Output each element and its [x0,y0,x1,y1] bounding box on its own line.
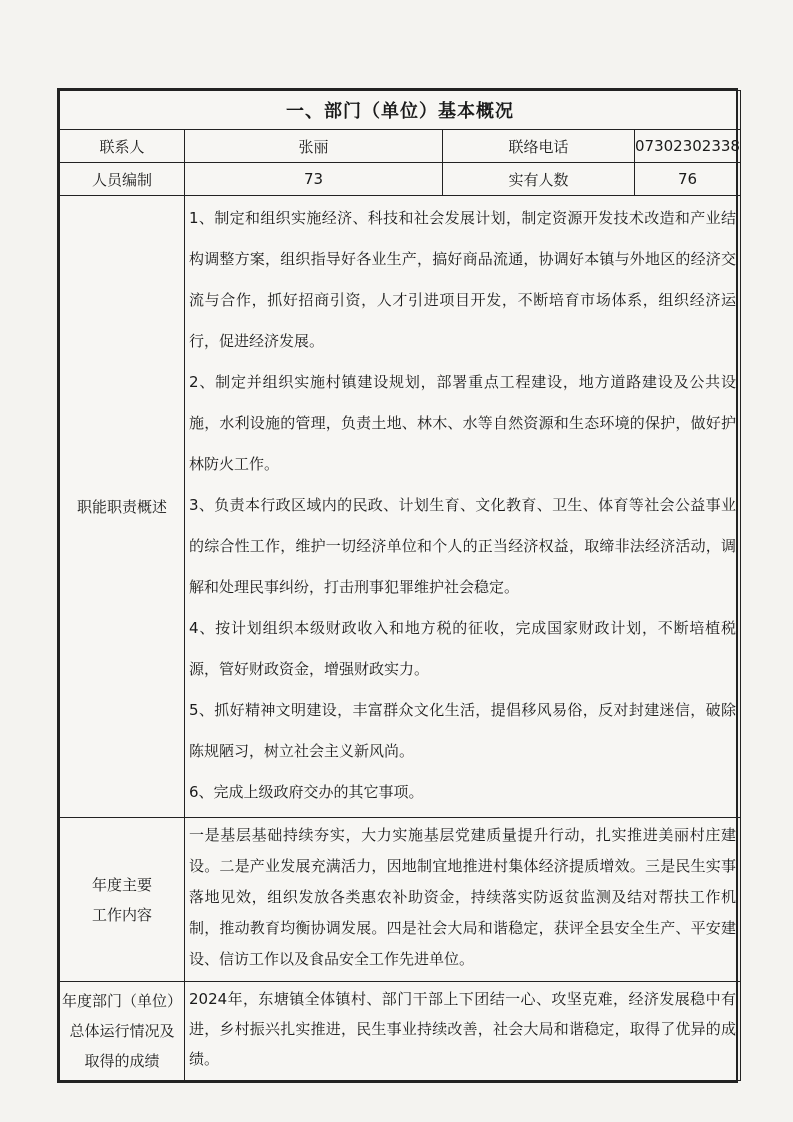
performance-label-line: 总体运行情况及 [69,1022,175,1040]
work-label-line: 年度主要 [91,875,152,894]
staff-label: 人员编制 [60,163,185,196]
actual-staff-label: 实有人数 [443,163,635,196]
duty-item: 4、按计划组织本级财政收入和地方税的征收，完成国家财政计划，不断培植税源，管好财政资金，增强财政实力。 [189,619,736,678]
contact-row [60,130,741,163]
performance-label [60,982,185,1081]
performance-content [185,982,741,1081]
phone-label: 联络电话 [443,130,635,163]
performance-label-line: 年度部门（单位） [61,992,182,1010]
overview-table [57,88,738,1083]
staff-row [60,163,741,196]
duty-item: 5、抓好精神文明建设，丰富群众文化生活，提倡移风易俗，反对封建迷信，破除陈规陋习，树立社会主义新风尚。 [189,701,736,760]
performance-label-line: 取得的成绩 [84,1052,160,1070]
duties-row [60,196,741,818]
work-label [60,818,185,982]
performance-text: 2024年，东塘镇全体镇村、部门干部上下团结一心、攻坚克难，经济发展稳中有进，乡村振兴扎实推进，民生事业持续改善，社会大局和谐稳定，取得了优异的成绩。 [189,990,736,1068]
contact-label: 联系人 [60,130,185,163]
overview-grid [59,90,741,1081]
duty-item: 3、负责本行政区域内的民政、计划生育、文化教育、卫生、体育等社会公益事业的综合性工作，维护一切经济单位和个人的正当经济权益，取缔非法经济活动，调解和处理民事纠纷，打击刑事犯罪维护社会稳定。 [189,496,736,596]
duty-item: 1、制定和组织实施经济、科技和社会发展计划，制定资源开发技术改造和产业结构调整方案，组织指导好各业生产，搞好商品流通，协调好本镇与外地区的经济交流与合作，抓好招商引资，人才引进项目开发，不断培育市场体系，组织经济运行，促进经济发展。 [189,209,736,350]
duty-item: 6、完成上级政府交办的其它事项。 [189,783,424,801]
work-content [185,818,741,982]
work-text: 一是基层基础持续夯实，大力实施基层党建质量提升行动，扎实推进美丽村庄建设。二是产业发展充满活力，因地制宜地推进村集体经济提质增效。三是民生实事落地见效，组织发放各类惠农补助资金，持续落实防返贫监测及结对帮扶工作机制，推动教育均衡协调发展。四是社会大局和谐稳定，获评全县安全生产、平安建设、信访工作以及食品安全工作先进单位。 [189,826,736,968]
contact-value: 张丽 [185,130,443,163]
staff-value: 73 [185,163,443,196]
work-row [60,818,741,982]
duty-item: 2、制定并组织实施村镇建设规划，部署重点工程建设，地方道路建设及公共设施，水利设施的管理，负责土地、林木、水等自然资源和生态环境的保护，做好护林防火工作。 [189,373,736,473]
performance-row [60,982,741,1081]
phone-value: 07302302338 [635,130,741,163]
table-title: 一、部门（单位）基本概况 [60,91,741,130]
duties-content [185,196,741,818]
actual-staff-value: 76 [635,163,741,196]
work-label-line: 工作内容 [91,905,152,924]
duties-label: 职能职责概述 [60,196,185,818]
